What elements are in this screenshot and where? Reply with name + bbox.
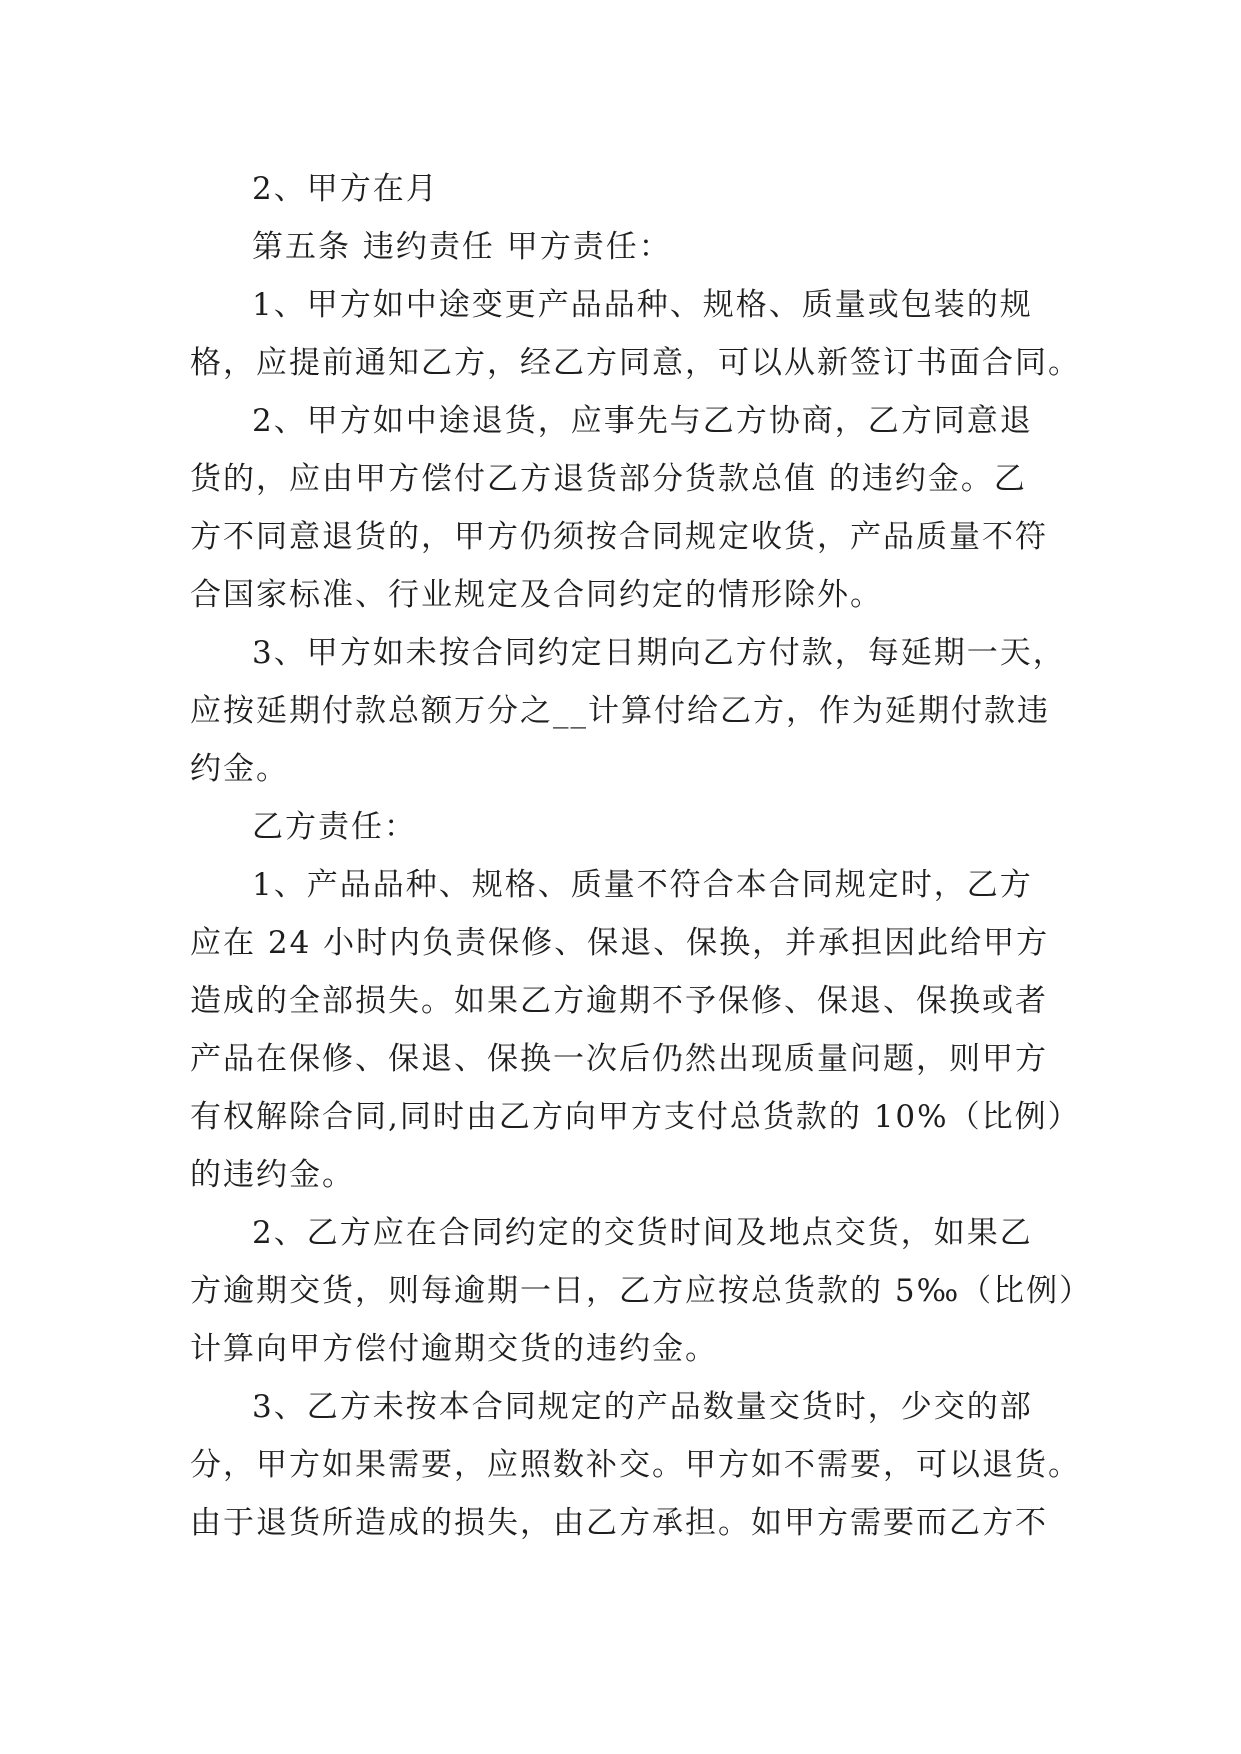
paragraph-article-5-heading: [190, 218, 1070, 276]
text-line: 2、甲方在月: [252, 171, 439, 207]
text-line: 方逾期交货，则每逾期一日，乙方应按总货款的 5‰（比例）: [190, 1273, 1093, 1309]
paragraph-party-b-item-1: [190, 856, 1081, 1204]
document-body: [190, 160, 1093, 1552]
text-line: 的违约金。: [190, 1157, 355, 1193]
text-line: 乙方责任：: [252, 809, 417, 845]
text-line: 2、乙方应在合同约定的交货时间及地点交货，如果乙: [252, 1215, 1033, 1251]
text-line: 3、乙方未按本合同规定的产品数量交货时，少交的部: [252, 1389, 1033, 1425]
paragraph-party-b-item-3: [190, 1378, 1081, 1552]
text-line: 产品在保修、保退、保换一次后仍然出现质量问题，则甲方: [190, 1041, 1048, 1077]
text-line: 货的，应由甲方偿付乙方退货部分货款总值 的违约金。乙: [190, 461, 1027, 497]
text-line: 1、甲方如中途变更产品品种、规格、质量或包装的规: [252, 287, 1033, 323]
text-line: 应在 24 小时内负责保修、保退、保换，并承担因此给甲方: [190, 925, 1050, 961]
text-line: 由于退货所造成的损失，由乙方承担。如甲方需要而乙方不: [190, 1505, 1048, 1541]
text-line: 方不同意退货的，甲方仍须按合同规定收货，产品质量不符: [190, 519, 1048, 555]
paragraph-party-b-item-2: [190, 1204, 1093, 1378]
paragraph-party-b-heading: [190, 798, 1070, 856]
text-line: 约金。: [190, 751, 289, 787]
text-line: 格，应提前通知乙方，经乙方同意，可以从新签订书面合同。: [190, 345, 1081, 381]
paragraph-party-a-item-2: [190, 392, 1070, 624]
text-line: 合国家标准、行业规定及合同约定的情形除外。: [190, 577, 883, 613]
paragraph-party-a-item-3: [190, 624, 1070, 798]
paragraph-party-a-item-1: [190, 276, 1081, 392]
text-line: 造成的全部损失。如果乙方逾期不予保修、保退、保换或者: [190, 983, 1048, 1019]
text-line: 2、甲方如中途退货，应事先与乙方协商，乙方同意退: [252, 403, 1033, 439]
text-line: 3、甲方如未按合同约定日期向乙方付款，每延期一天，: [252, 635, 1066, 671]
text-line: 计算向甲方偿付逾期交货的违约金。: [190, 1331, 718, 1367]
text-line: 第五条 违约责任 甲方责任：: [252, 229, 672, 265]
text-line: 有权解除合同,同时由乙方向甲方支付总货款的 10%（比例）: [190, 1099, 1081, 1135]
text-line: 应按延期付款总额万分之__计算付给乙方，作为延期付款违: [190, 693, 1050, 729]
paragraph-2-party-a-month: [190, 160, 1070, 218]
text-line: 1、产品品种、规格、质量不符合本合同规定时，乙方: [252, 867, 1033, 903]
text-line: 分，甲方如果需要，应照数补交。甲方如不需要，可以退货。: [190, 1447, 1081, 1483]
